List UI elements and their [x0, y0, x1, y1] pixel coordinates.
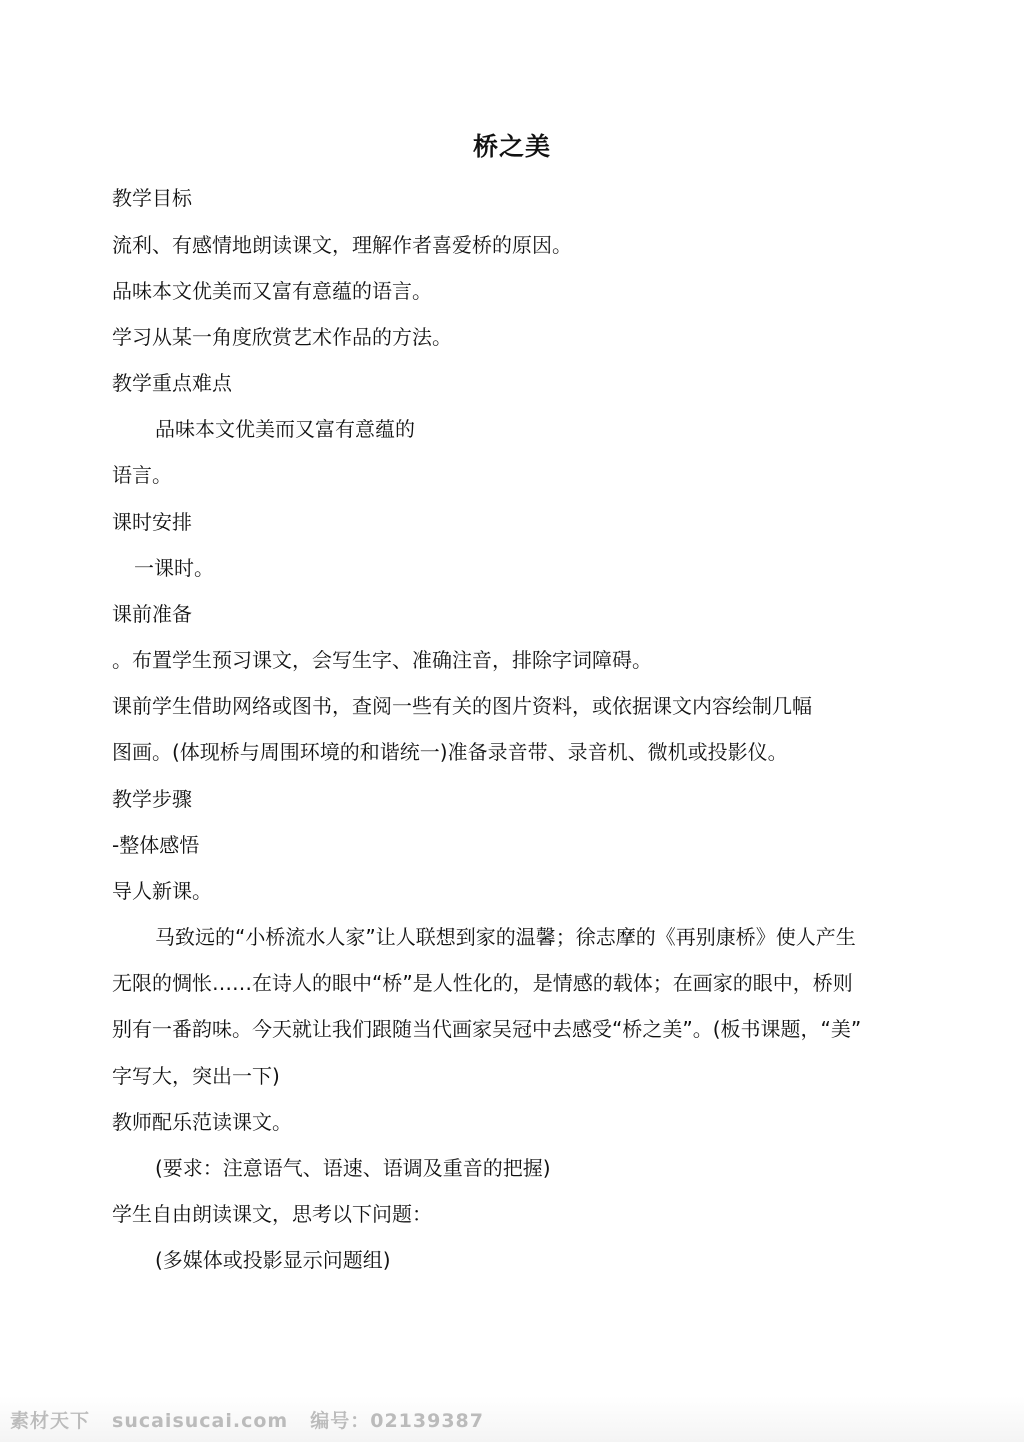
watermark-id: 编号：02139387 [310, 1410, 484, 1432]
paragraph-line-4: 字写大，突出一下) [112, 1064, 280, 1088]
step-heading-overall: -整体感悟 [112, 833, 200, 857]
watermark-site-name: 素材天下 [10, 1410, 91, 1432]
section-heading-steps: 教学步骤 [112, 787, 192, 811]
preparation-line-3: 图画。(体现桥与周围环境的和谐统一)准备录音带、录音机、微机或投影仪。 [112, 740, 788, 764]
objective-line-2: 品味本文优美而又富有意蕴的语言。 [112, 279, 432, 303]
document-title: 桥之美 [472, 132, 551, 161]
key-point-line-1: 品味本文优美而又富有意蕴的 [155, 417, 415, 441]
teacher-reading-line: 教师配乐范读课文。 [112, 1110, 292, 1134]
section-heading-schedule: 课时安排 [112, 510, 192, 534]
objective-line-3: 学习从某一角度欣赏艺术作品的方法。 [112, 325, 452, 349]
paragraph-line-2: 无限的惆怅……在诗人的眼中“桥”是人性化的，是情感的载体；在画家的眼中，桥则 [112, 971, 853, 995]
requirement-line: (要求：注意语气、语速、语调及重音的把握) [155, 1156, 551, 1180]
paragraph-line-3: 别有一番韵味。今天就让我们跟随当代画家吴冠中去感受“桥之美”。(板书课题，“美” [112, 1017, 862, 1041]
key-point-line-2: 语言。 [112, 463, 172, 487]
site-watermark [10, 1406, 506, 1433]
preparation-line-1: 。布置学生预习课文，会写生字、准确注音，排除字词障碍。 [112, 648, 652, 672]
preparation-line-2: 课前学生借助网络或图书，查阅一些有关的图片资料，或依据课文内容绘制几幅 [112, 694, 812, 718]
step-intro-line: 导人新课。 [112, 879, 212, 903]
paragraph-line-1: 马致远的“小桥流水人家”让人联想到家的温馨；徐志摩的《再别康桥》使人产生 [155, 925, 856, 949]
schedule-line: 一课时。 [134, 556, 214, 580]
section-heading-key-points: 教学重点难点 [112, 371, 232, 395]
section-heading-preparation: 课前准备 [112, 602, 192, 626]
student-reading-line: 学生自由朗读课文，思考以下问题： [112, 1202, 432, 1226]
watermark-site-url: sucaisucai.com [112, 1410, 289, 1432]
multimedia-line: (多媒体或投影显示问题组) [155, 1248, 391, 1272]
section-heading-objectives: 教学目标 [112, 186, 192, 210]
objective-line-1: 流利、有感情地朗读课文，理解作者喜爱桥的原因。 [112, 233, 572, 257]
